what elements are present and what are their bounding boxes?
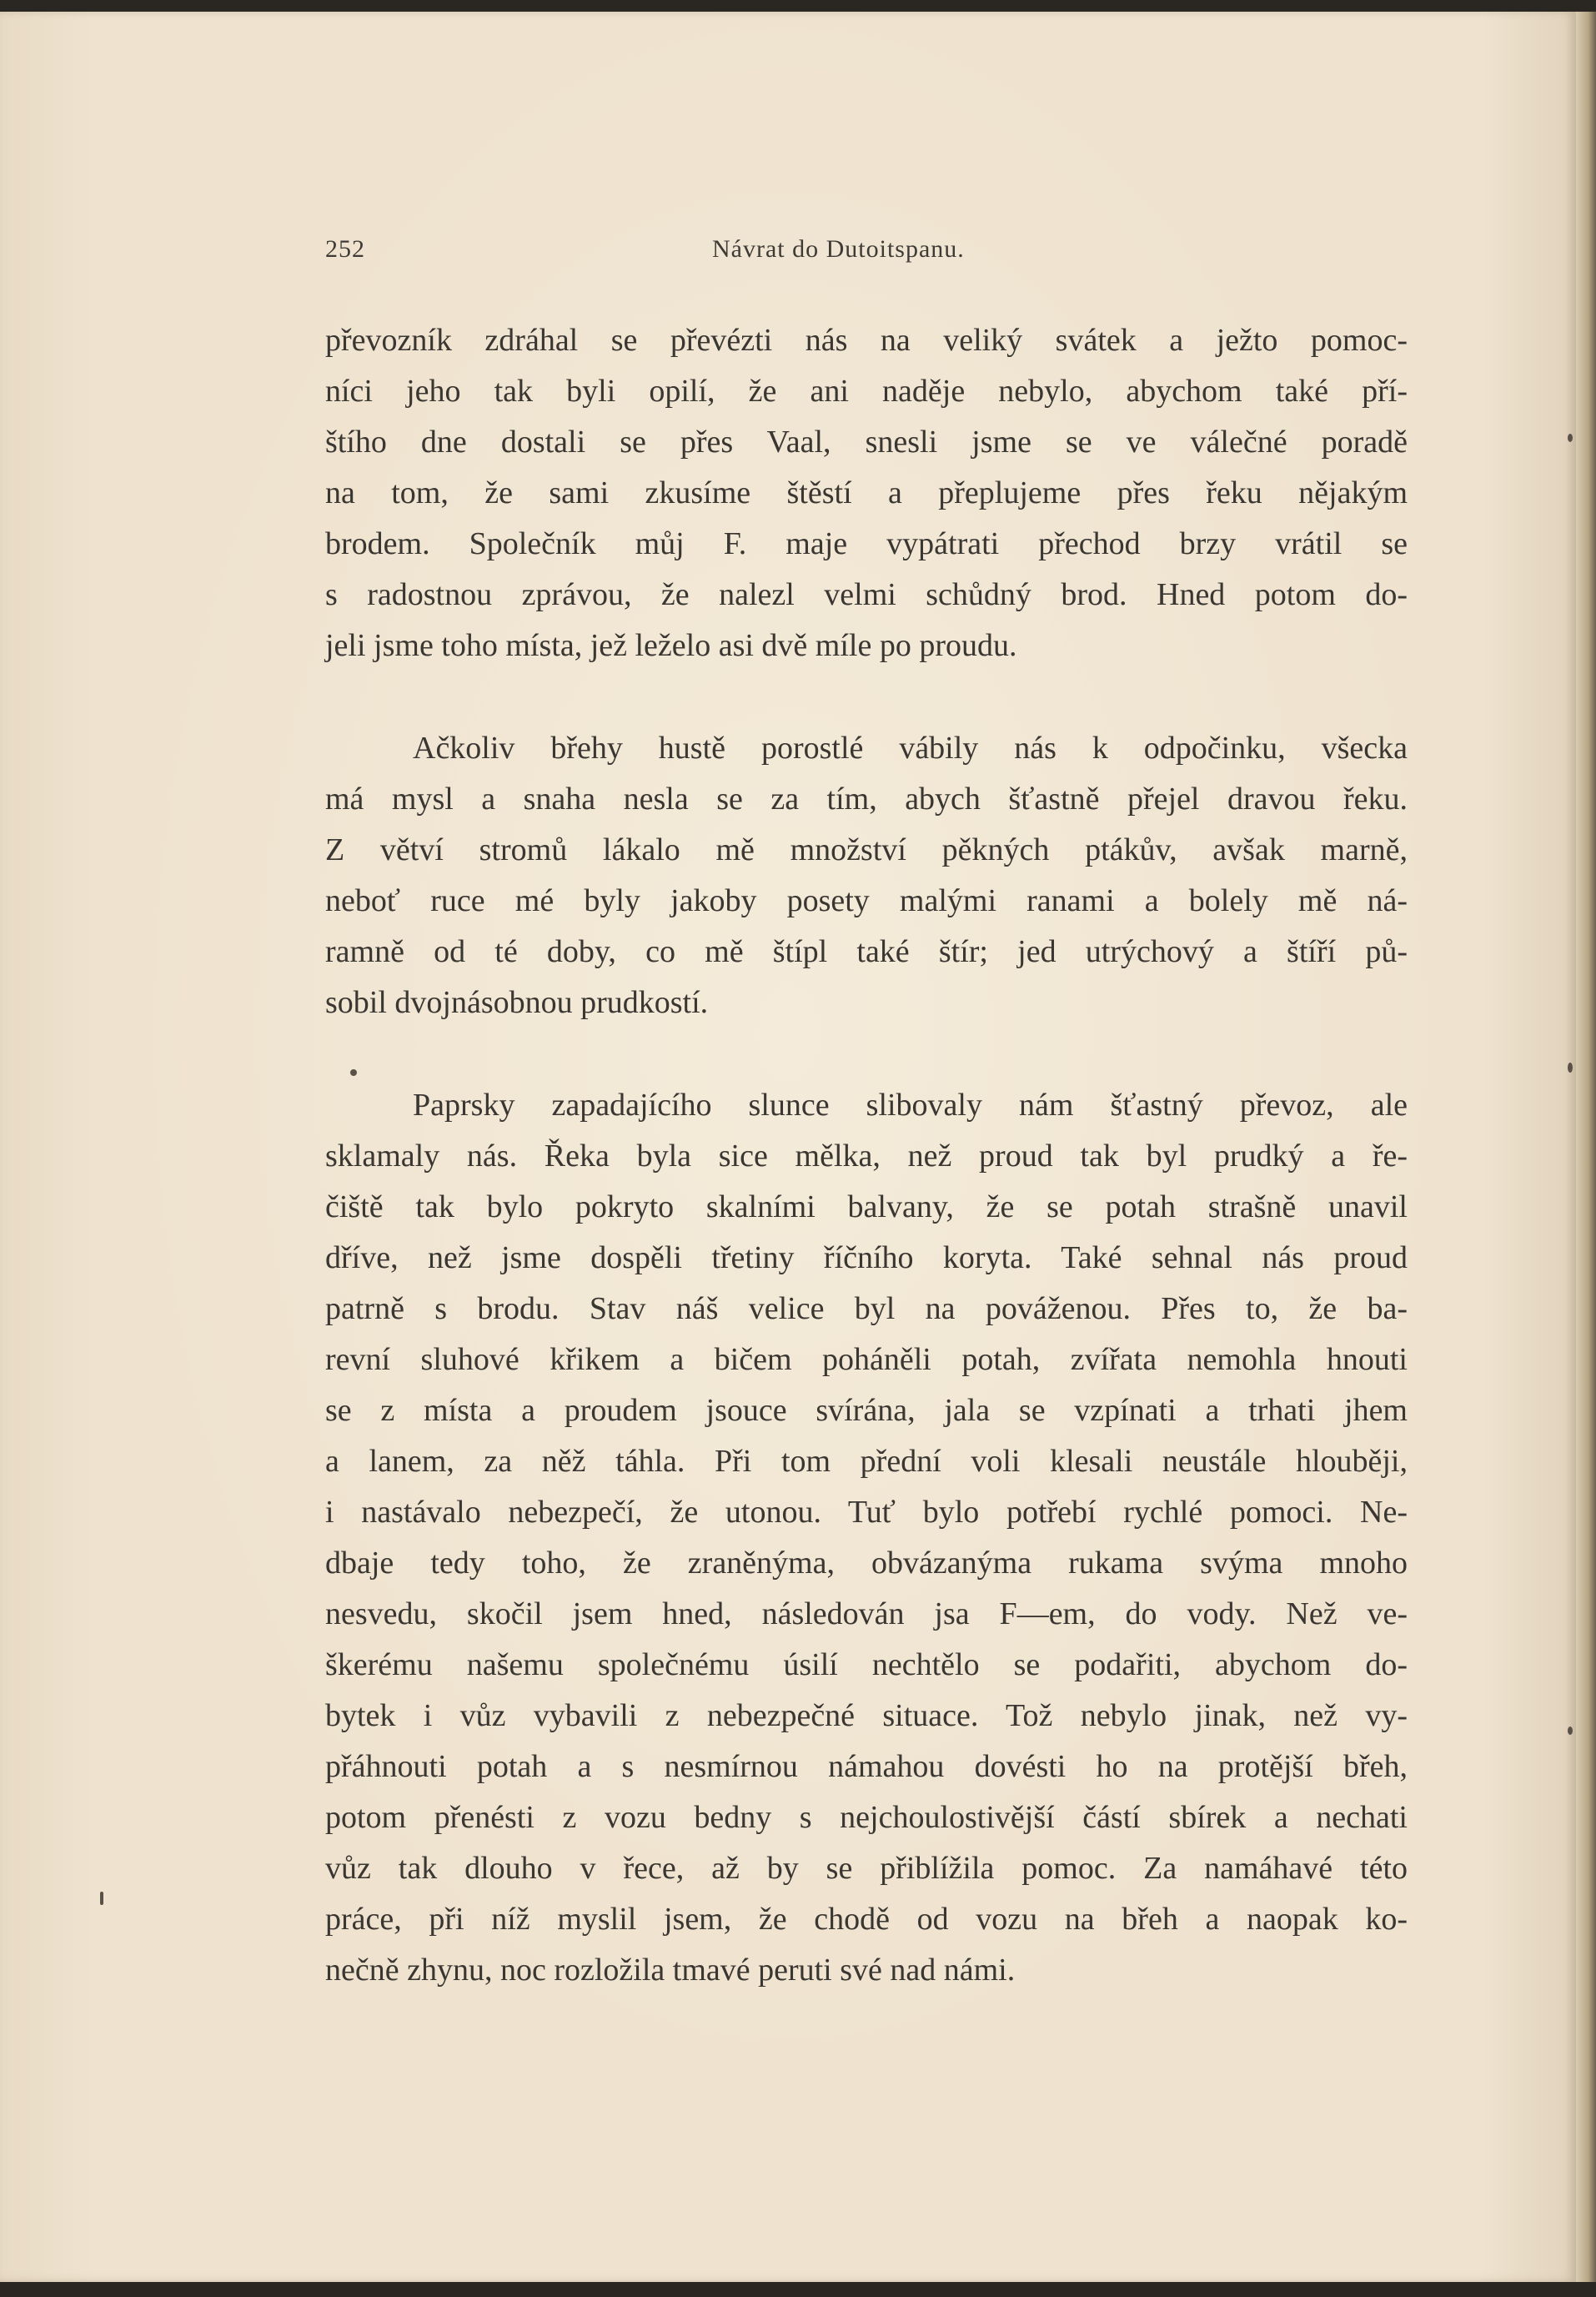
text-line: přáhnouti potah a s nesmírnou námahou dovésti ho na protější břeh,	[325, 1749, 1408, 1784]
text-line: potom přenésti z vozu bedny s nejchoulostivější částí sbírek a nechati	[325, 1800, 1408, 1835]
page-edge-shadow	[1576, 12, 1596, 2282]
text-line: Z větví stromů lákalo mě množství pěkných ptákův, avšak marně,	[325, 832, 1408, 867]
text-line: sobil dvojnásobnou prudkostí.	[325, 985, 709, 1020]
text-line: i nastávalo nebezpečí, že utonou. Tuť bylo potřebí rychlé pomoci. Ne-	[325, 1495, 1408, 1530]
text-line: nesvedu, skočil jsem hned, následován jsa F—em, do vody. Než ve-	[325, 1596, 1408, 1631]
text-line: vůz tak dlouho v řece, až by se přiblížila pomoc. Za namáhavé této	[325, 1851, 1408, 1886]
paragraph-1	[325, 315, 1408, 671]
text-line: nečně zhynu, noc rozložila tmavé peruti své nad námi.	[325, 1953, 1016, 1988]
text-line: bytek i vůz vybavili z nebezpečné situace. Tož nebylo jinak, než vy-	[325, 1698, 1408, 1733]
text-line: s radostnou zprávou, že nalezl velmi schůdný brod. Hned potom do-	[325, 577, 1408, 612]
paragraph-3	[325, 1080, 1408, 1996]
text-line: jeli jsme toho místa, jež leželo asi dvě míle po proudu.	[325, 628, 1017, 663]
text-line: dbaje tedy toho, že zraněnýma, obvázanýma rukama svýma mnoho	[325, 1546, 1408, 1581]
page-number: 252	[325, 235, 365, 263]
text-line: na tom, že sami zkusíme štěstí a přeplujeme přes řeku nějakým	[325, 475, 1408, 510]
body-text	[325, 315, 1408, 1996]
text-line: práce, při níž myslil jsem, že chodě od vozu na břeh a naopak ko-	[325, 1902, 1408, 1937]
margin-speck	[1568, 1727, 1573, 1735]
running-title: Návrat do Dutoitspanu.	[712, 235, 965, 263]
text-line: Paprsky zapadajícího slunce slibovaly nám šťastný převoz, ale	[413, 1088, 1408, 1123]
text-line: má mysl a snaha nesla se za tím, abych šťastně přejel dravou řeku.	[325, 782, 1408, 817]
text-line: čiště tak bylo pokryto skalními balvany, že se potah strašně unavil	[325, 1189, 1408, 1224]
margin-speck	[1568, 434, 1573, 442]
text-line: revní sluhové křikem a bičem poháněli potah, zvířata nemohla hnouti	[325, 1342, 1408, 1377]
text-line: ramně od té doby, co mě štípl také štír; jed utrýchový a štíří pů-	[325, 934, 1408, 969]
text-line: sklamaly nás. Řeka byla sice mělka, než proud tak byl prudký a ře-	[325, 1138, 1408, 1174]
text-line: dříve, než jsme dospěli třetiny říčního koryta. Také sehnal nás proud	[325, 1240, 1408, 1275]
margin-speck	[100, 1892, 103, 1905]
margin-speck	[350, 1069, 357, 1076]
text-line: neboť ruce mé byly jakoby posety malými ranami a bolely mě ná-	[325, 883, 1408, 918]
text-line: štího dne dostali se přes Vaal, snesli jsme se ve válečné poradě	[325, 425, 1408, 460]
text-line: převozník zdráhal se převézti nás na veliký svátek a ježto pomoc-	[325, 323, 1408, 358]
text-line: škerému našemu společnému úsilí nechtělo se podařiti, abychom do-	[325, 1647, 1408, 1682]
margin-speck	[1568, 1063, 1573, 1073]
paragraph-gap	[325, 671, 1408, 723]
text-line: a lanem, za něž táhla. Při tom přední voli klesali neustále hlouběji,	[325, 1444, 1408, 1479]
text-line: se z místa a proudem jsouce svírána, jala se vzpínati a trhati jhem	[325, 1393, 1408, 1428]
text-line: níci jeho tak byli opilí, že ani naděje nebylo, abychom také pří-	[325, 374, 1408, 409]
text-line: brodem. Společník můj F. maje vypátrati přechod brzy vrátil se	[325, 526, 1408, 561]
paragraph-gap	[325, 1028, 1408, 1080]
page-header	[325, 235, 1409, 269]
text-line: Ačkoliv břehy hustě porostlé vábily nás k odpočinku, všecka	[413, 731, 1408, 766]
paragraph-2	[325, 723, 1408, 1028]
text-line: patrně s brodu. Stav náš velice byl na pováženou. Přes to, že ba-	[325, 1291, 1408, 1326]
